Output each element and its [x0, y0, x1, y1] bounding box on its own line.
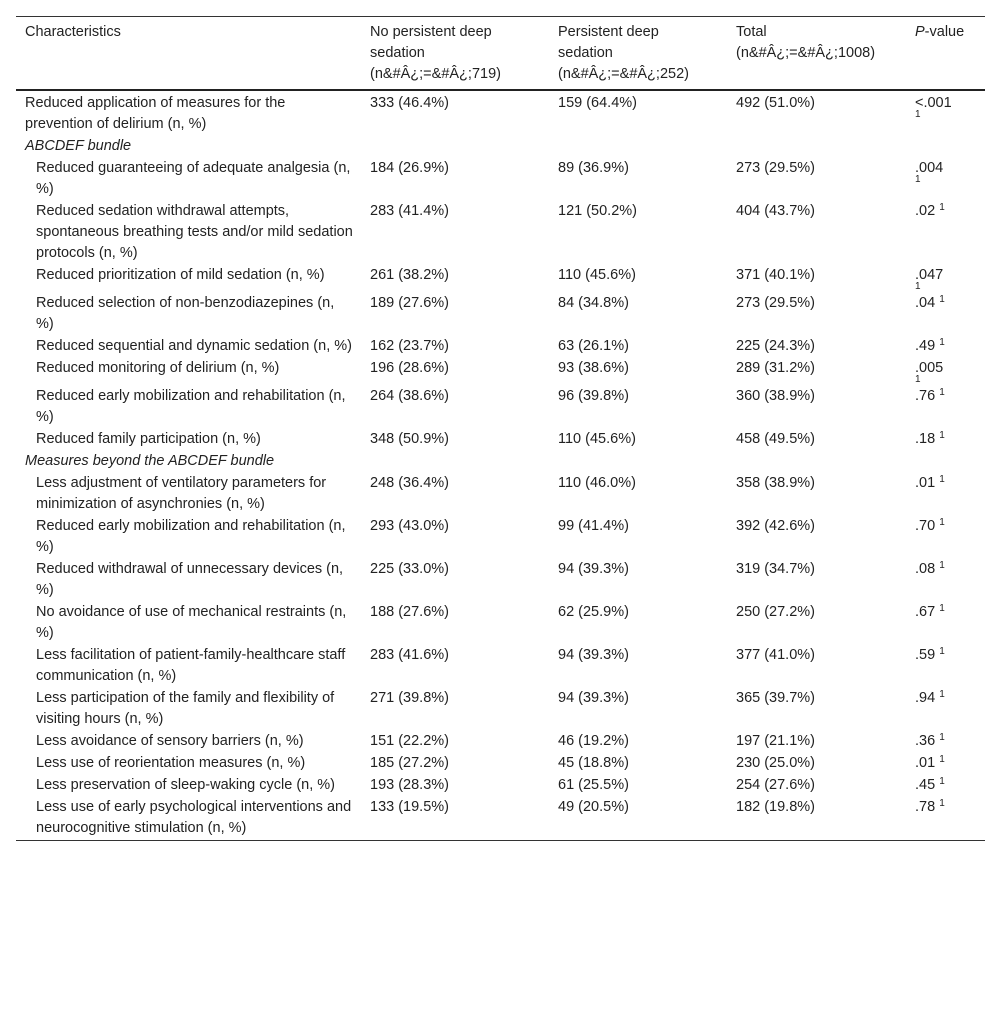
- p-value-cell: [906, 265, 985, 293]
- no-persistent-cell: 261 (38.2%): [370, 267, 449, 283]
- no-persistent-cell: 333 (46.4%): [370, 95, 449, 111]
- characteristic-cell: No avoidance of use of mechanical restraints (n, %): [36, 604, 347, 641]
- p-value: .76: [915, 388, 936, 404]
- total-cell: 254 (27.6%): [736, 777, 815, 793]
- p-value-cell: [906, 516, 985, 559]
- header-row: [16, 17, 985, 91]
- footnote-marker: 1: [939, 603, 945, 614]
- table-row: [16, 688, 985, 731]
- no-persistent-cell: 185 (27.2%): [370, 755, 449, 771]
- p-value: .59: [915, 647, 936, 663]
- total-cell: 273 (29.5%): [736, 160, 815, 176]
- persistent-cell: 84 (34.8%): [558, 295, 629, 311]
- p-value-cell: [906, 602, 985, 645]
- no-persistent-cell: 348 (50.9%): [370, 431, 449, 447]
- table-row: [16, 90, 985, 136]
- characteristic-cell: Less use of reorientation measures (n, %): [36, 755, 306, 771]
- p-value: .70: [915, 518, 936, 534]
- table-row: [16, 775, 985, 797]
- total-cell: 458 (49.5%): [736, 431, 815, 447]
- total-cell: 250 (27.2%): [736, 604, 815, 620]
- persistent-cell: 61 (25.5%): [558, 777, 629, 793]
- p-value-cell: [906, 473, 985, 516]
- table-row: [16, 797, 985, 841]
- p-value: .18: [915, 431, 936, 447]
- footnote-marker: 1: [939, 754, 945, 765]
- footnote-marker: 1: [939, 689, 945, 700]
- p-value: .45: [915, 777, 936, 793]
- p-value: .004: [915, 160, 944, 176]
- persistent-cell: 110 (46.0%): [558, 475, 636, 491]
- no-persistent-cell: 133 (19.5%): [370, 799, 449, 815]
- characteristic-cell: Less avoidance of sensory barriers (n, %): [36, 733, 304, 749]
- table-row: [16, 473, 985, 516]
- p-value: <.001: [915, 95, 952, 111]
- p-value: .02: [915, 203, 936, 219]
- persistent-cell: 62 (25.9%): [558, 604, 629, 620]
- section-row: [16, 136, 985, 158]
- persistent-cell: 110 (45.6%): [558, 267, 636, 283]
- persistent-cell: 45 (18.8%): [558, 755, 629, 771]
- section-title: ABCDEF bundle: [25, 138, 132, 154]
- footnote-marker: 1: [939, 776, 945, 787]
- persistent-cell: 49 (20.5%): [558, 799, 629, 815]
- table-row: [16, 731, 985, 753]
- no-persistent-cell: 264 (38.6%): [370, 388, 449, 404]
- no-persistent-cell: 283 (41.4%): [370, 203, 449, 219]
- p-value-cell: [906, 293, 985, 336]
- p-value-cell: [906, 336, 985, 358]
- p-value: .49: [915, 338, 936, 354]
- footnote-marker: 1: [939, 560, 945, 571]
- table-row: [16, 602, 985, 645]
- table-row: [16, 645, 985, 688]
- total-cell: 273 (29.5%): [736, 295, 815, 311]
- footnote-marker: 1: [939, 517, 945, 528]
- characteristic-cell: Less adjustment of ventilatory parameters for minimization of asynchronies (n, %): [36, 475, 327, 512]
- footnote-marker: 1: [915, 281, 921, 292]
- persistent-cell: 159 (64.4%): [558, 95, 637, 111]
- characteristic-cell: Reduced family participation (n, %): [36, 431, 261, 447]
- p-value-cell: [906, 429, 985, 451]
- no-persistent-cell: 162 (23.7%): [370, 338, 449, 354]
- p-value-cell: [906, 645, 985, 688]
- table-row: [16, 358, 985, 386]
- no-persistent-cell: 184 (26.9%): [370, 160, 449, 176]
- table-row: [16, 293, 985, 336]
- characteristic-cell: Less preservation of sleep-waking cycle (n, %): [36, 777, 335, 793]
- table-row: [16, 336, 985, 358]
- table-row: [16, 386, 985, 429]
- characteristic-cell: Reduced monitoring of delirium (n, %): [36, 360, 280, 376]
- header-total: Total (n&#Â¿;=&#Â¿;1008): [736, 24, 876, 61]
- characteristic-cell: Less facilitation of patient-family-healthcare staff communication (n, %): [36, 647, 346, 684]
- total-cell: 371 (40.1%): [736, 267, 815, 283]
- no-persistent-cell: 283 (41.6%): [370, 647, 449, 663]
- persistent-cell: 94 (39.3%): [558, 561, 629, 577]
- p-value-cell: [906, 358, 985, 386]
- p-value: .047: [915, 267, 944, 283]
- section-title: Measures beyond the ABCDEF bundle: [25, 453, 275, 469]
- header-p-value: P-value: [915, 24, 965, 40]
- footnote-marker: 1: [939, 294, 945, 305]
- characteristic-cell: Reduced selection of non-benzodiazepines (n, %): [36, 295, 335, 332]
- footnote-marker: 1: [939, 474, 945, 485]
- footnote-marker: 1: [915, 174, 921, 185]
- p-value: .36: [915, 733, 936, 749]
- total-cell: 225 (24.3%): [736, 338, 815, 354]
- table-row: [16, 516, 985, 559]
- table-row: [16, 201, 985, 265]
- no-persistent-cell: 196 (28.6%): [370, 360, 449, 376]
- no-persistent-cell: 188 (27.6%): [370, 604, 449, 620]
- total-cell: 230 (25.0%): [736, 755, 815, 771]
- characteristic-cell: Reduced sedation withdrawal attempts, spontaneous breathing tests and/or mild sedation protocols (n, %): [36, 203, 353, 261]
- no-persistent-cell: 293 (43.0%): [370, 518, 449, 534]
- persistent-cell: 93 (38.6%): [558, 360, 629, 376]
- results-table: [16, 16, 985, 841]
- characteristic-cell: Reduced early mobilization and rehabilitation (n, %): [36, 518, 346, 555]
- footnote-marker: 1: [939, 202, 945, 213]
- persistent-cell: 96 (39.8%): [558, 388, 629, 404]
- total-cell: 289 (31.2%): [736, 360, 815, 376]
- table-row: [16, 753, 985, 775]
- characteristic-cell: Less participation of the family and flexibility of visiting hours (n, %): [36, 690, 335, 727]
- p-value-cell: [906, 731, 985, 753]
- p-value-cell: [906, 90, 985, 136]
- p-value: .08: [915, 561, 936, 577]
- table-row: [16, 265, 985, 293]
- section-row: [16, 451, 985, 473]
- persistent-cell: 89 (36.9%): [558, 160, 629, 176]
- p-value: .04: [915, 295, 936, 311]
- characteristic-cell: Reduced early mobilization and rehabilitation (n, %): [36, 388, 346, 425]
- total-cell: 492 (51.0%): [736, 95, 815, 111]
- no-persistent-cell: 248 (36.4%): [370, 475, 449, 491]
- table-body: [16, 90, 985, 841]
- table-row: [16, 559, 985, 602]
- characteristic-cell: Reduced application of measures for the prevention of delirium (n, %): [25, 95, 286, 132]
- total-cell: 365 (39.7%): [736, 690, 815, 706]
- persistent-cell: 110 (45.6%): [558, 431, 636, 447]
- p-value: .78: [915, 799, 936, 815]
- no-persistent-cell: 271 (39.8%): [370, 690, 449, 706]
- total-cell: 182 (19.8%): [736, 799, 815, 815]
- table-row: [16, 158, 985, 201]
- persistent-cell: 99 (41.4%): [558, 518, 629, 534]
- persistent-cell: 94 (39.3%): [558, 690, 629, 706]
- p-value-cell: [906, 201, 985, 265]
- header-no-persistent-deep-sedation: No persistent deep sedation (n&#Â¿;=&#Â¿;719): [370, 24, 501, 82]
- characteristic-cell: Reduced guaranteeing of adequate analgesia (n, %): [36, 160, 351, 197]
- total-cell: 360 (38.9%): [736, 388, 815, 404]
- p-value: .01: [915, 475, 936, 491]
- footnote-marker: 1: [939, 798, 945, 809]
- p-value: .67: [915, 604, 936, 620]
- persistent-cell: 46 (19.2%): [558, 733, 629, 749]
- footnote-marker: 1: [939, 337, 945, 348]
- footnote-marker: 1: [939, 732, 945, 743]
- p-value-cell: [906, 775, 985, 797]
- characteristic-cell: Reduced prioritization of mild sedation (n, %): [36, 267, 325, 283]
- header-characteristics: Characteristics: [25, 24, 121, 40]
- no-persistent-cell: 151 (22.2%): [370, 733, 449, 749]
- footnote-marker: 1: [915, 109, 921, 120]
- characteristic-cell: Less use of early psychological interventions and neurocognitive stimulation (n, %): [36, 799, 352, 836]
- no-persistent-cell: 193 (28.3%): [370, 777, 449, 793]
- total-cell: 319 (34.7%): [736, 561, 815, 577]
- characteristic-cell: Reduced withdrawal of unnecessary devices (n, %): [36, 561, 344, 598]
- p-value-cell: [906, 753, 985, 775]
- total-cell: 197 (21.1%): [736, 733, 815, 749]
- footnote-marker: 1: [915, 374, 921, 385]
- p-value-cell: [906, 158, 985, 201]
- footnote-marker: 1: [939, 646, 945, 657]
- no-persistent-cell: 189 (27.6%): [370, 295, 449, 311]
- total-cell: 404 (43.7%): [736, 203, 815, 219]
- persistent-cell: 121 (50.2%): [558, 203, 637, 219]
- total-cell: 377 (41.0%): [736, 647, 815, 663]
- p-value-cell: [906, 559, 985, 602]
- p-value-cell: [906, 797, 985, 841]
- p-value: .01: [915, 755, 936, 771]
- footnote-marker: 1: [939, 430, 945, 441]
- persistent-cell: 63 (26.1%): [558, 338, 629, 354]
- total-cell: 358 (38.9%): [736, 475, 815, 491]
- no-persistent-cell: 225 (33.0%): [370, 561, 449, 577]
- p-value: .005: [915, 360, 944, 376]
- table-row: [16, 429, 985, 451]
- p-value-cell: [906, 386, 985, 429]
- persistent-cell: 94 (39.3%): [558, 647, 629, 663]
- p-value-cell: [906, 688, 985, 731]
- p-value: .94: [915, 690, 936, 706]
- characteristic-cell: Reduced sequential and dynamic sedation (n, %): [36, 338, 352, 354]
- footnote-marker: 1: [939, 387, 945, 398]
- total-cell: 392 (42.6%): [736, 518, 815, 534]
- header-persistent-deep-sedation: Persistent deep sedation (n&#Â¿;=&#Â¿;252): [558, 24, 689, 82]
